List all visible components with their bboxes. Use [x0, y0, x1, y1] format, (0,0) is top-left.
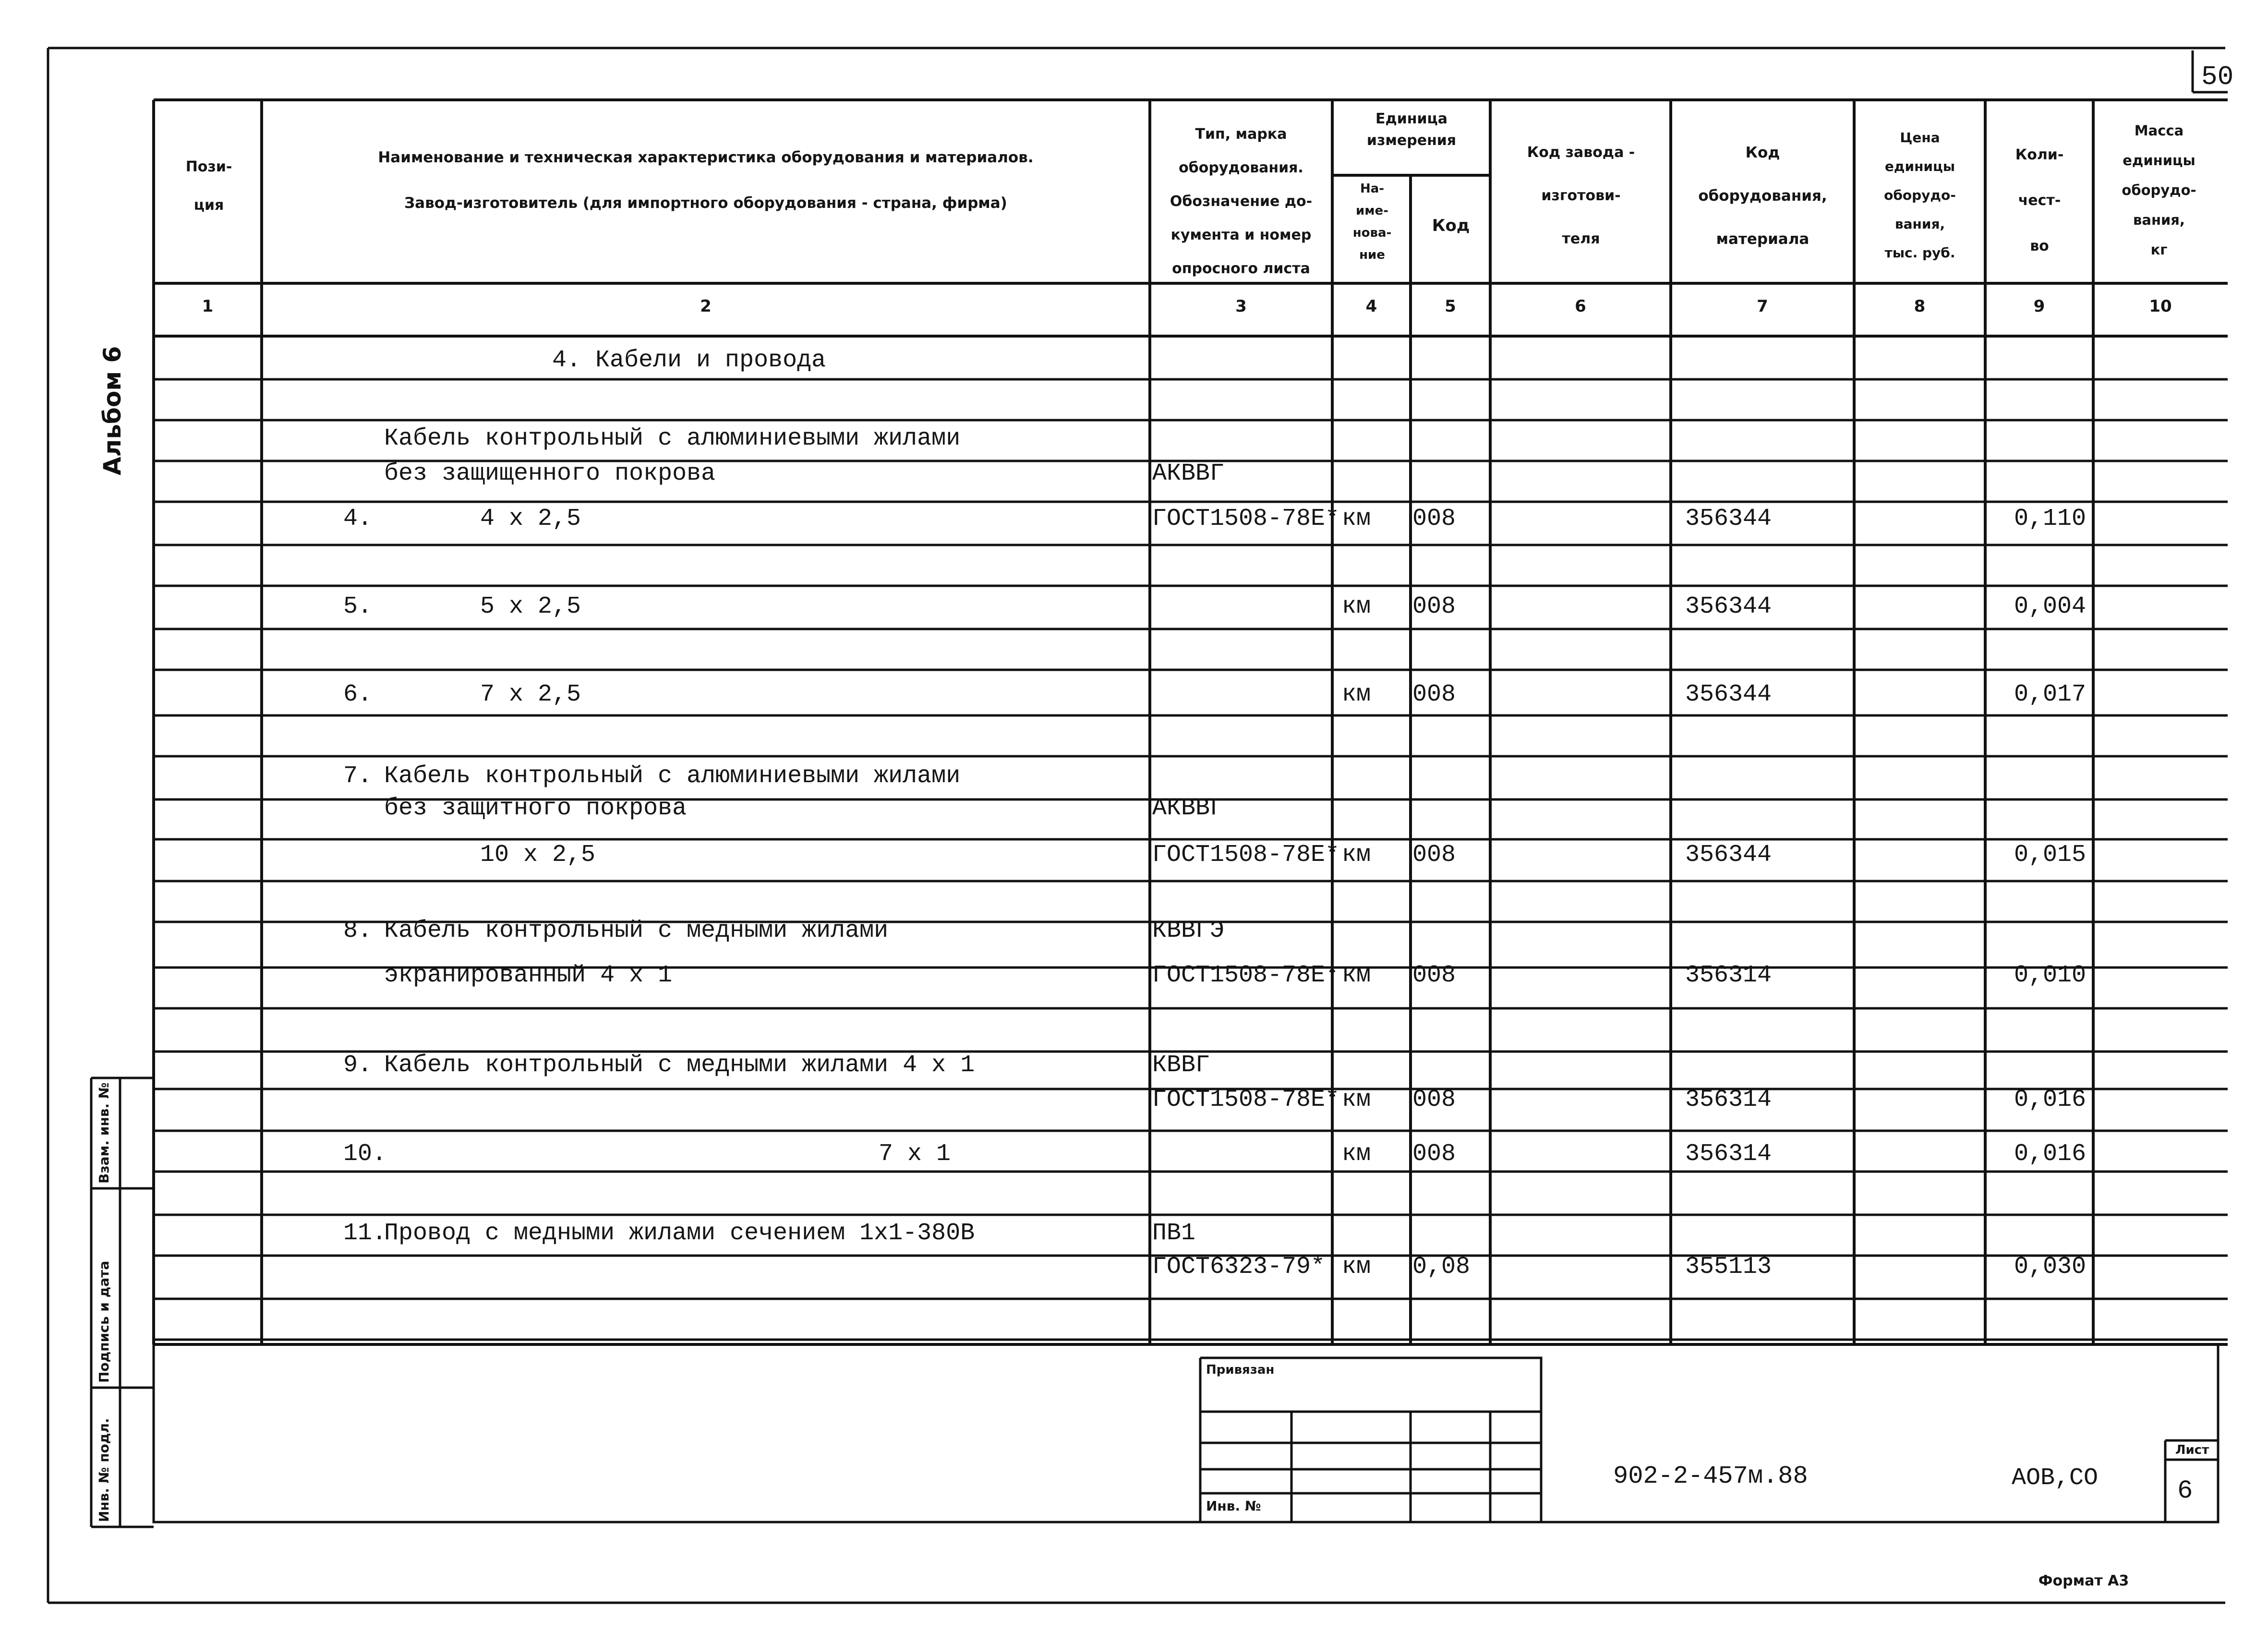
column-number: 1	[202, 297, 214, 316]
row-equipment-code: 356344	[1685, 505, 1772, 532]
column-number: 8	[1914, 297, 1926, 316]
row-unit: км	[1342, 593, 1371, 620]
row-equipment-code: 356314	[1685, 962, 1772, 989]
table-frame	[154, 100, 2228, 1344]
stamp-list-label: Лист	[2175, 1443, 2209, 1457]
row-pos: 7.	[343, 762, 373, 790]
header-mass-line: вания,	[2133, 212, 2185, 228]
side-stamp-inv: Инв. № подл.	[96, 1418, 112, 1522]
row-quantity: 0,004	[2014, 593, 2086, 620]
row-unit-code: 008	[1412, 841, 1456, 869]
row-unit: км	[1342, 1086, 1371, 1113]
header-price-line: тыс. руб.	[1884, 245, 1955, 261]
row-pos: 9.	[343, 1052, 373, 1079]
header-price-line: единицы	[1884, 158, 1955, 174]
side-stamp-signature: Подпись и дата	[96, 1260, 112, 1383]
column-number: 9	[2033, 297, 2045, 316]
header-name-line: Завод-изготовитель (для импортного оборудования - страна, фирма)	[404, 194, 1007, 212]
row-quantity: 0,110	[2014, 505, 2086, 532]
row-quantity: 0,015	[2014, 841, 2086, 869]
header-qty-line: чест-	[2018, 192, 2061, 209]
column-number: 6	[1575, 297, 1586, 316]
header-unit-line: измерения	[1366, 132, 1457, 149]
side-stamp-replace: Взам. инв. №	[96, 1082, 112, 1184]
header-mass-line: кг	[2150, 242, 2168, 258]
row-name: 4 х 2,5	[480, 505, 581, 532]
row-pos: 6.	[343, 681, 373, 708]
row-equipment-code: 356344	[1685, 593, 1772, 620]
header-unit-code: Код	[1432, 216, 1470, 235]
row-name: 7 х 1	[879, 1140, 951, 1168]
row-pos: 4.	[343, 505, 373, 532]
row-name: Провод с медными жилами сечением 1х1-380В	[384, 1220, 975, 1247]
row-unit: км	[1342, 962, 1371, 989]
format-label: Формат А3	[2038, 1572, 2129, 1589]
header-type-line: оборудования.	[1179, 159, 1303, 176]
header-price-line: вания,	[1894, 216, 1945, 232]
header-unit-line: Единица	[1375, 110, 1448, 127]
row-type: ПВ1	[1152, 1220, 1196, 1247]
row-unit-code: 008	[1412, 1086, 1456, 1113]
row-type: ГОСТ1508-78Е*	[1152, 841, 1340, 869]
row-quantity: 0,016	[2014, 1086, 2086, 1113]
row-unit-code: 008	[1412, 505, 1456, 532]
row-unit: км	[1342, 1253, 1371, 1281]
row-name: Кабель контрольный с алюминиевыми жилами	[384, 762, 961, 790]
row-pos: 11.	[343, 1220, 387, 1247]
row-equipment-code: 356314	[1685, 1140, 1772, 1168]
stamp-privyazan: Привязан	[1206, 1363, 1275, 1377]
header-pos-line: Пози-	[185, 158, 232, 175]
header-type-line: кумента и номер	[1170, 227, 1312, 243]
header-price-line: оборудо-	[1884, 187, 1956, 203]
column-number: 5	[1445, 297, 1456, 316]
header-type-line: Тип, марка	[1195, 126, 1287, 143]
column-number: 10	[2149, 297, 2172, 316]
row-unit: км	[1342, 841, 1371, 869]
row-name: без защищенного покрова	[384, 460, 716, 487]
row-equipment-code: 356314	[1685, 1086, 1772, 1113]
row-type: АКВВГ	[1152, 460, 1225, 487]
header-eqcode-line: материала	[1716, 230, 1810, 248]
header-unit-name-line: ние	[1359, 248, 1385, 262]
row-unit: км	[1342, 505, 1371, 532]
row-pos: 5.	[343, 593, 373, 620]
header-eqcode-line: Код	[1745, 144, 1780, 161]
header-maker-line: теля	[1562, 230, 1600, 247]
header-price-line: Цена	[1900, 130, 1940, 145]
row-name: Кабель контрольный с медными жилами	[384, 917, 889, 944]
header-name-line: Наименование и техническая характеристика оборудования и материалов.	[378, 149, 1034, 166]
album-label: Альбом 6	[98, 346, 126, 475]
row-type: ГОСТ1508-78Е*	[1152, 962, 1340, 989]
row-name: 7 х 2,5	[480, 681, 581, 708]
row-quantity: 0,030	[2014, 1253, 2086, 1281]
stamp-inv: Инв. №	[1206, 1498, 1261, 1514]
header-maker-line: изготови-	[1541, 187, 1621, 204]
row-pos: 10.	[343, 1140, 387, 1168]
row-unit-code: 008	[1412, 681, 1456, 708]
row-type: КВВГ	[1152, 1052, 1210, 1079]
row-name: экранированный 4 х 1	[384, 962, 673, 989]
row-unit-code: 0,08	[1412, 1253, 1471, 1281]
row-unit-code: 008	[1412, 1140, 1456, 1168]
row-unit: км	[1342, 1140, 1371, 1168]
header-type-line: опросного листа	[1172, 260, 1310, 277]
row-name: Кабель контрольный с медными жилами 4 х 1	[384, 1052, 975, 1079]
header-type-line: Обозначение до-	[1170, 193, 1313, 210]
header-unit-name-line: нова-	[1352, 226, 1392, 240]
title-block	[154, 1344, 2218, 1522]
header-unit-name-line: име-	[1356, 204, 1388, 218]
row-unit-code: 008	[1412, 593, 1456, 620]
row-quantity: 0,010	[2014, 962, 2086, 989]
sheet-number-top: 50	[2201, 61, 2234, 92]
header-eqcode-line: оборудования,	[1698, 187, 1827, 205]
column-number: 2	[700, 297, 712, 316]
row-name: 4. Кабели и провода	[552, 347, 826, 374]
row-name: 10 х 2,5	[480, 841, 596, 869]
header-mass-line: единицы	[2123, 152, 2196, 169]
row-pos: 8.	[343, 917, 373, 944]
row-type: ГОСТ1508-78Е*	[1152, 1086, 1340, 1113]
row-type: ГОСТ1508-78Е*	[1152, 505, 1340, 532]
row-name: Кабель контрольный с алюминиевыми жилами	[384, 425, 961, 452]
row-type: АКВВГ	[1152, 795, 1225, 822]
row-type: ГОСТ6323-79*	[1152, 1253, 1326, 1281]
row-name: без защитного покрова	[384, 795, 687, 822]
row-type: КВВГЭ	[1152, 917, 1225, 944]
sheet-frame	[48, 48, 2225, 1603]
row-name: 5 х 2,5	[480, 593, 581, 620]
stamp-doc-code: АОВ,СО	[2012, 1464, 2099, 1492]
header-mass-line: оборудо-	[2122, 182, 2196, 198]
stamp-doc-number: 902-2-457м.88	[1613, 1462, 1808, 1490]
row-quantity: 0,016	[2014, 1140, 2086, 1168]
header-mass-line: Масса	[2134, 122, 2184, 139]
row-unit-code: 008	[1412, 962, 1456, 989]
row-unit: км	[1342, 681, 1371, 708]
column-number: 4	[1365, 297, 1377, 316]
column-number: 3	[1235, 297, 1247, 316]
stamp-list-number: 6	[2177, 1476, 2193, 1506]
header-qty-line: во	[2030, 238, 2049, 254]
row-quantity: 0,017	[2014, 681, 2086, 708]
row-equipment-code: 355113	[1685, 1253, 1772, 1281]
row-equipment-code: 356344	[1685, 841, 1772, 869]
header-qty-line: Коли-	[2015, 146, 2064, 163]
header-pos-line: ция	[193, 197, 224, 214]
row-equipment-code: 356344	[1685, 681, 1772, 708]
header-unit-name-line: На-	[1360, 181, 1385, 196]
column-number: 7	[1757, 297, 1768, 316]
header-maker-line: Код завода -	[1527, 144, 1635, 161]
